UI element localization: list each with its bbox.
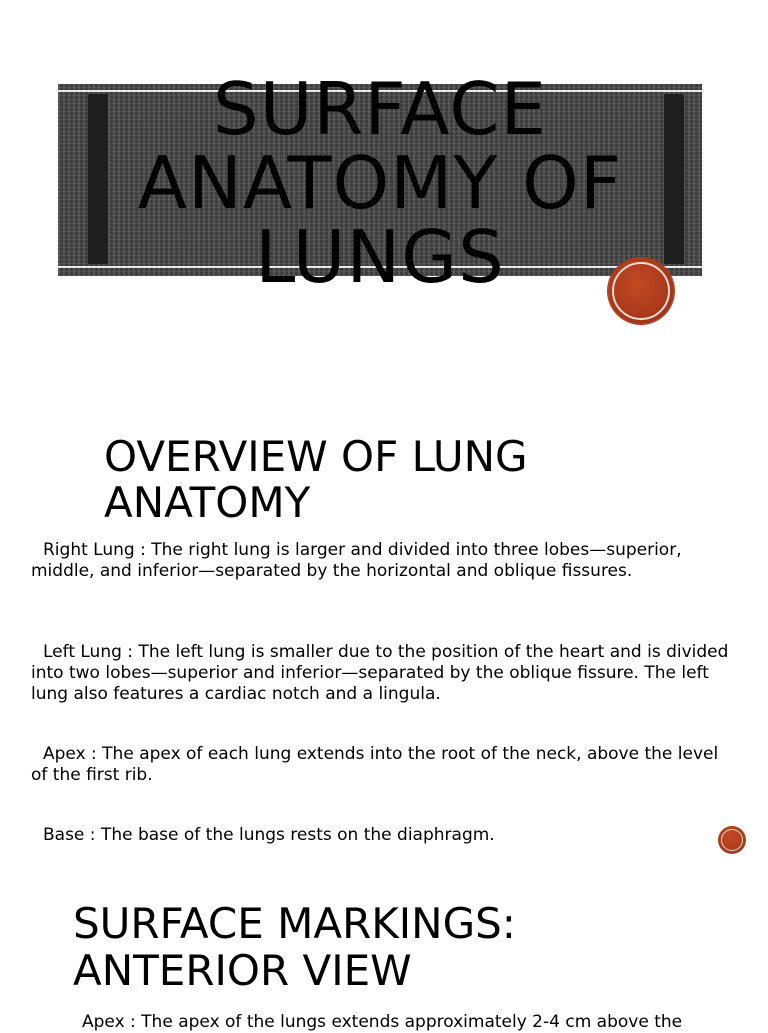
slide-main-title [58,67,702,299]
decorative-circle-icon [608,258,674,324]
heading-line: ANATOMY [104,478,311,527]
right-lung-paragraph: Right Lung : The right lung is larger and divided into three lobes—superior, middle, and inferior—separated by the horizontal and oblique fissures. [31,540,682,581]
title-slide [0,0,768,340]
surface-markings-heading [73,900,673,994]
overview-heading [104,434,664,526]
left-lung-paragraph: Left Lung : The left lung is smaller due to the position of the heart and is divided into two lobes—superior and inferior—separated by the oblique fissure. The left lung also features a cardiac notch and a lingula. [31,642,729,704]
surface-markings-slide [0,880,768,1032]
title-line: ANATOMY OF [137,141,623,225]
title-line: LUNGS [255,215,505,299]
overview-slide [0,380,768,880]
heading-line: SURFACE MARKINGS: [73,899,516,948]
heading-line: OVERVIEW OF LUNG [104,432,528,481]
heading-line: ANTERIOR VIEW [73,946,412,995]
decorative-circle-icon [718,826,746,854]
title-line: SURFACE [213,67,547,151]
base-paragraph: Base : The base of the lungs rests on the diaphragm. [43,825,495,845]
apex-marking-paragraph: Apex : The apex of the lungs extends approximately 2-4 cm above the [82,1012,683,1032]
apex-paragraph: Apex : The apex of each lung extends into the root of the neck, above the level of the first rib. [31,744,719,785]
